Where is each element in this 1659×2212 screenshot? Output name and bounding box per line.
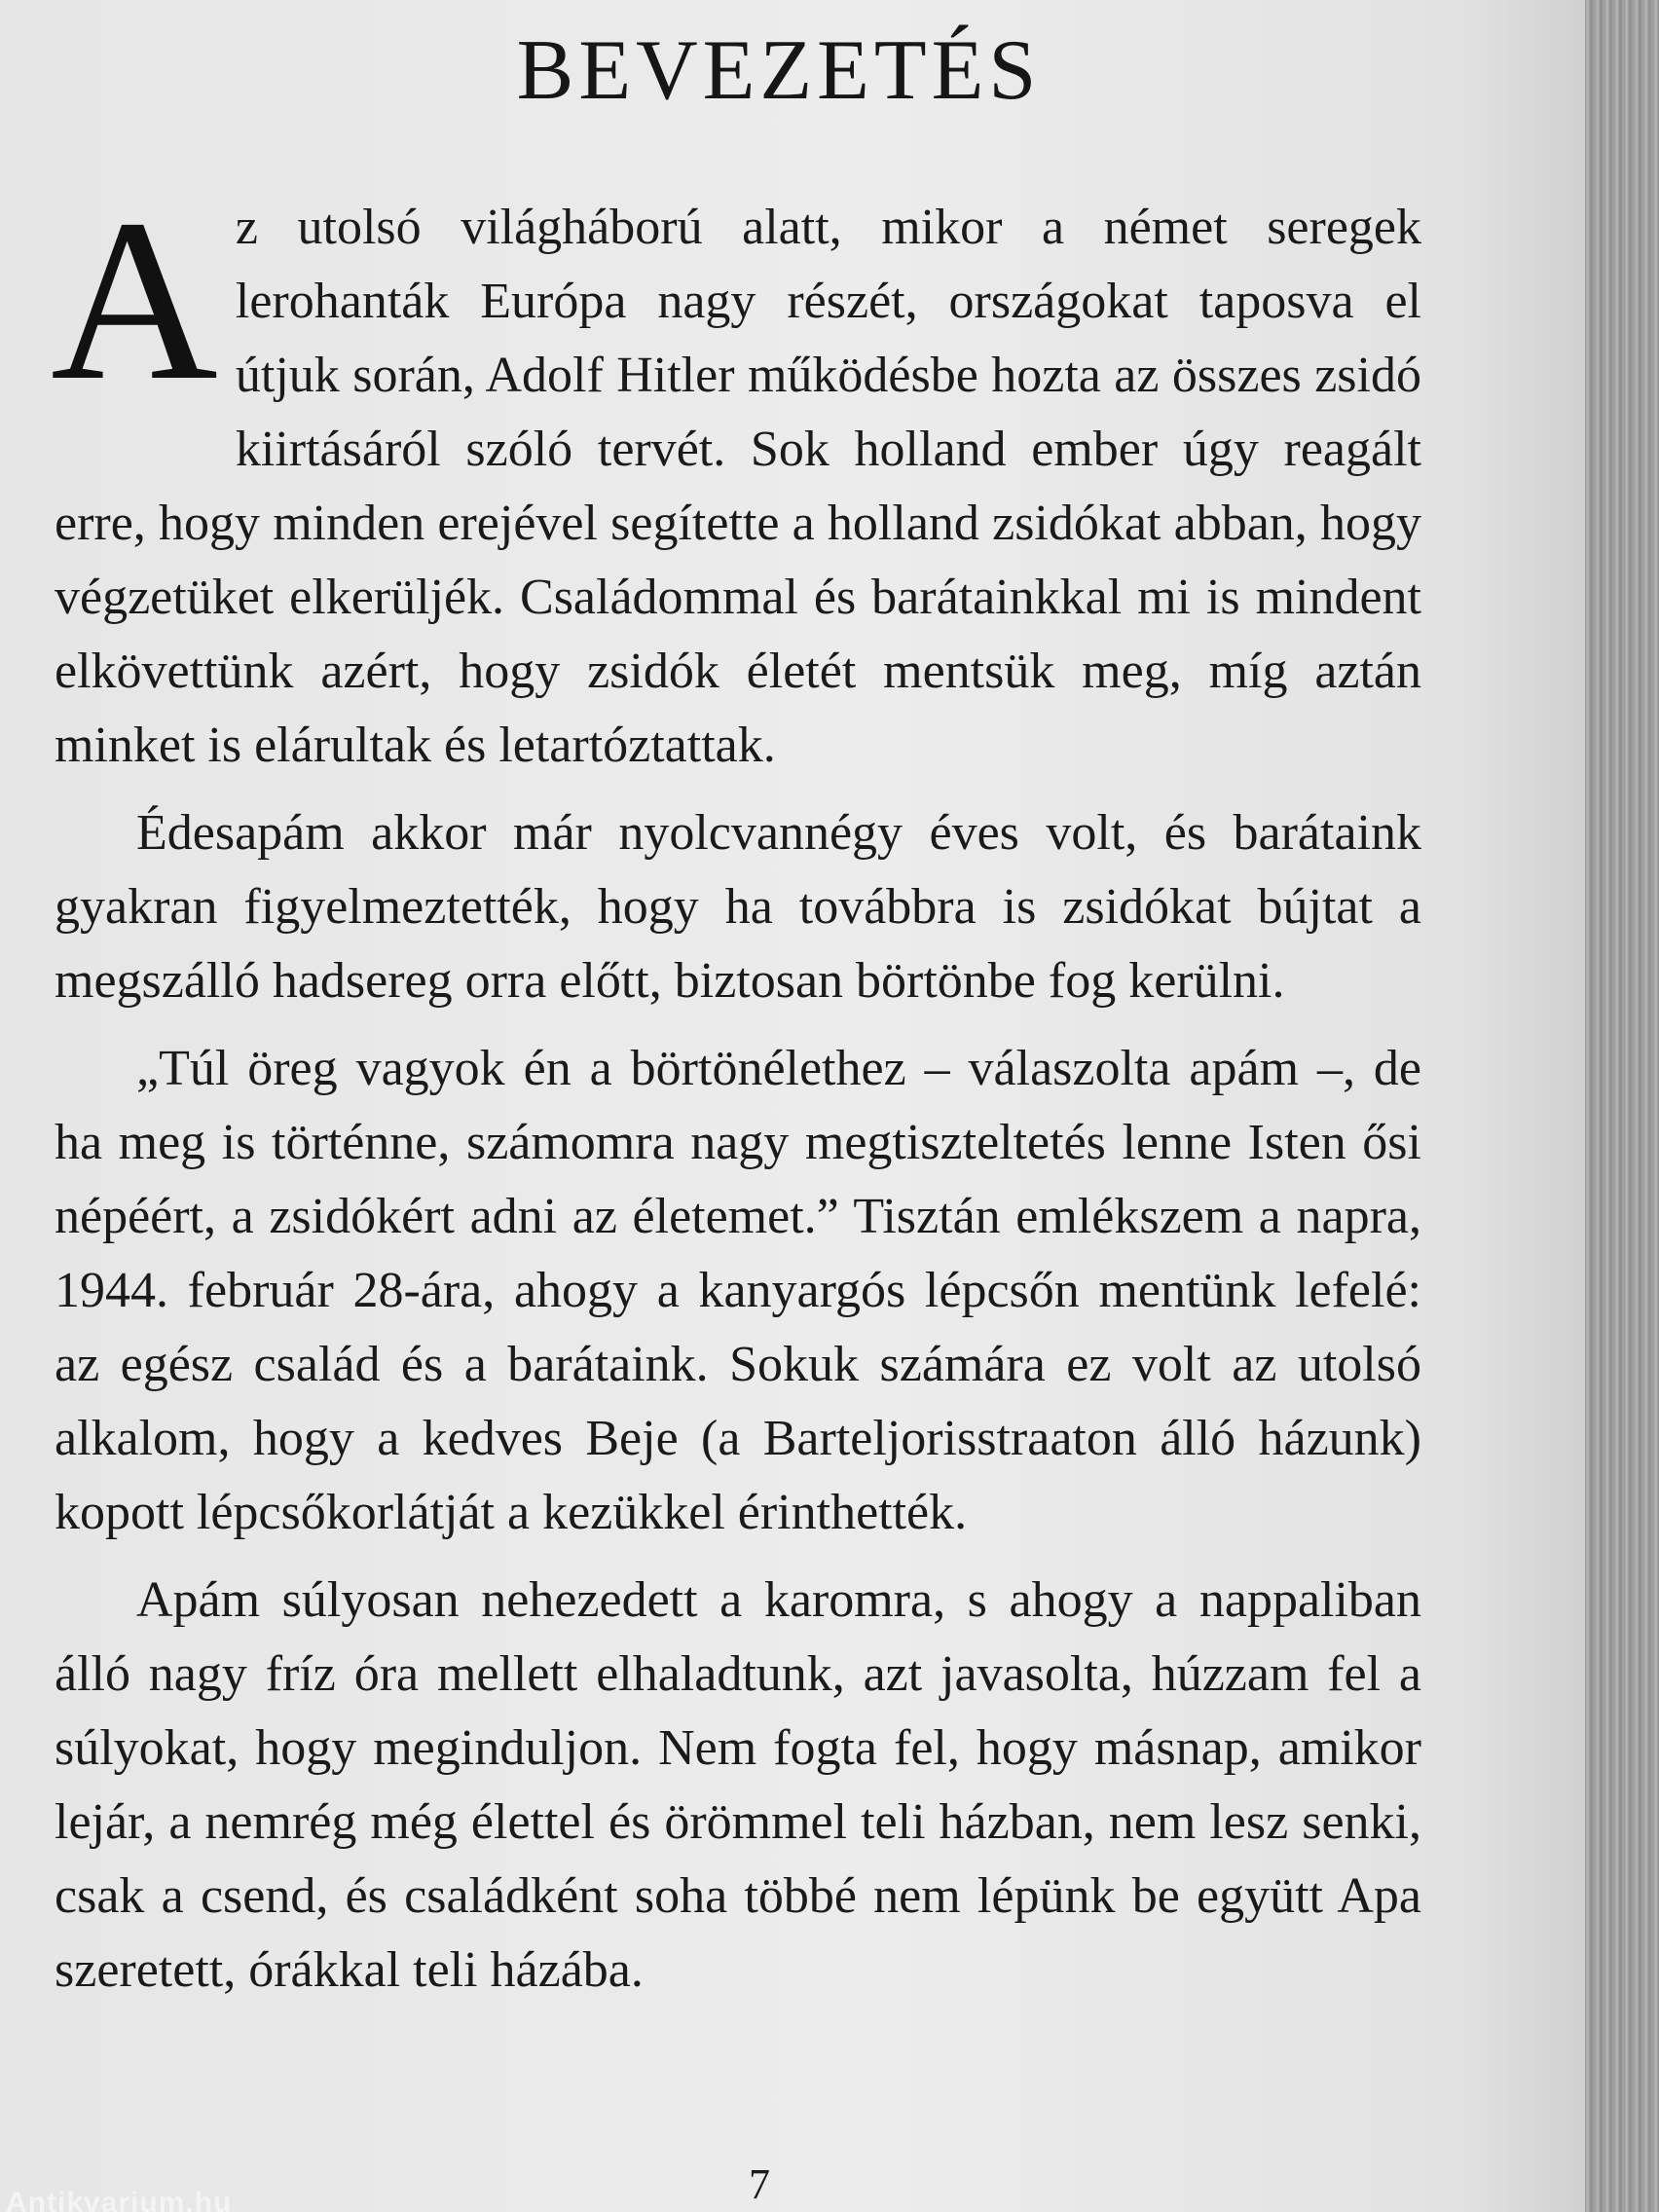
paragraph-4: Apám súlyosan nehezedett a karomra, s ahogy a nappaliban álló nagy fríz óra mellett elhaladtunk, azt javasolta, húzzam fel a súlyokat, hogy meginduljon. Nem fogta fel, hogy másnap, amikor lejár, a nemrég még élettel és örömmel teli házban, nem lesz senki, csak a csend, és családként soha többé nem lépünk be együtt Apa szeretett, órákkal teli házába.	[55, 1572, 1421, 1998]
paragraph-1-text: z utolsó világháború alatt, mikor a német seregek lerohanták Európa nagy részét, országokat taposva el útjuk során, Adolf Hitler működésbe hozta az összes zsidó kiirtásáról szóló tervét. Sok holland ember úgy reagált erre, hogy minden erejével segítette a holland zsidókat abban, hogy végzetüket elkerüljék. Családommal és barátainkkal mi is mindent elkövettünk azért, hogy zsidók életét mentsük meg, míg aztán minket is elárultak és letartóztattak.	[55, 200, 1421, 773]
paragraph-1	[51, 172, 1421, 783]
drop-cap: A	[51, 172, 218, 428]
page-number: 7	[749, 2160, 770, 2208]
chapter-body	[51, 172, 1421, 2008]
watermark: Antikvarium.hu	[6, 2187, 233, 2212]
paragraph-3: „Túl öreg vagyok én a börtönélethez – válaszolta apám –, de ha meg is történne, számomra nagy megtiszteltetés lenne Isten ősi népéért, a zsidókért adni az életemet.” Tisztán emlékszem a napra, 1944. február 28-ára, ahogy a kanyargós lépcsőn mentünk lefelé: az egész család és a barátaink. Sokuk számára ez volt az utolsó alkalom, hogy a kedves Beje (a Barteljorisstraaton álló házunk) kopott lépcsőkorlátját a kezükkel érinthették.	[55, 1041, 1421, 1540]
book-page-edges	[1585, 0, 1659, 2212]
chapter-title: BEVEZETÉS	[516, 23, 1042, 118]
paragraph-2: Édesapám akkor már nyolcvannégy éves volt, és barátaink gyakran figyelmeztették, hogy ha továbbra is zsidókat bújtat a megszálló hadsereg orra előtt, biztosan börtönbe fog kerülni.	[55, 805, 1421, 1009]
